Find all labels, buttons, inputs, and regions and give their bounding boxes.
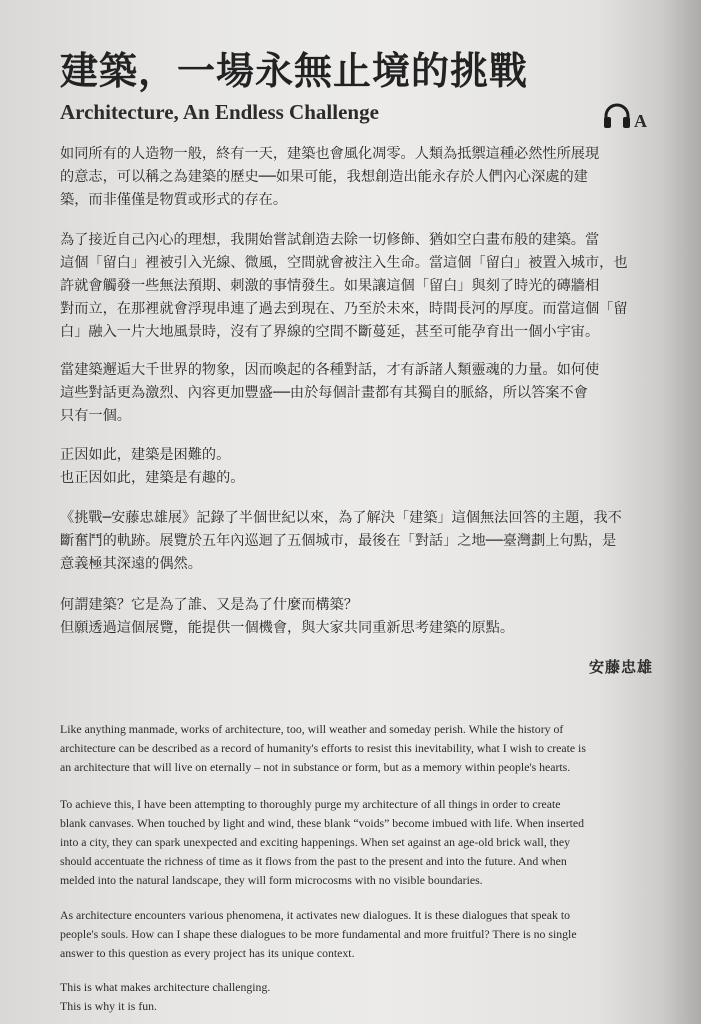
text-line: This is why it is fun. — [60, 999, 158, 1013]
text-line: 許就會觸發一些無法預期、刺激的事情發生。如果讓這個「留白」與刻了時光的磚牆相 — [60, 278, 600, 294]
text-line: 何謂建築？它是為了誰、又是為了什麼而構築？ — [60, 597, 358, 613]
text-line: should accentuate the richness of time as it flows from the past to the present and into the future. And when — [60, 854, 567, 868]
text-line: 的意志，可以稱之為建築的歷史──如果可能，我想創造出能永存於人們內心深處的建 — [60, 169, 588, 185]
headphones-icon — [602, 102, 632, 134]
text-line: 但願透過這個展覽，能提供一個機會，與大家共同重新思考建築的原點。 — [60, 620, 515, 636]
zh-paragraph-6 — [60, 594, 656, 640]
en-paragraph-1 — [60, 720, 660, 777]
text-line: people's souls. How can I shape these dialogues to be more fundamental and more fruitful? There is no single — [60, 927, 577, 941]
text-line: an architecture that will live on eternally – not in substance or form, but as a memory within people's hearts. — [60, 760, 571, 774]
text-line: 築，而非僅僅是物質或形式的存在。 — [60, 192, 288, 208]
text-line: 對而立，在那裡就會浮現串連了過去到現在、乃至於未來，時間長河的厚度。而當這個「留 — [60, 301, 628, 317]
text-line: As architecture encounters various phenomena, it activates new dialogues. It is these dialogues that speak to — [60, 908, 571, 922]
text-line: into a city, they can spark unexpected and exciting happenings. When set against an age-old brick wall, they — [60, 835, 571, 849]
title-chinese: 建築，一場永無止境的挑戰 — [60, 48, 529, 93]
text-line: 白」融入一片大地風景時，沒有了界線的空間不斷蔓延，甚至可能孕育出一個小宇宙。 — [60, 324, 600, 340]
text-line: 意義極其深遠的偶然。 — [60, 556, 202, 572]
text-line: Like anything manmade, works of architecture, too, will weather and someday perish. While the history of — [60, 722, 564, 736]
text-line: 為了接近自己內心的理想，我開始嘗試創造去除一切修飾、猶如空白畫布般的建築。當 — [60, 232, 600, 248]
text-line: This is what makes architecture challenging. — [60, 980, 271, 994]
text-line: 正因如此，建築是困難的。 — [60, 447, 231, 463]
audio-guide-badge — [602, 102, 647, 134]
zh-paragraph-1 — [60, 143, 656, 212]
zh-paragraph-4 — [60, 444, 656, 490]
text-line: 《挑戰─安藤忠雄展》記錄了半個世紀以來，為了解決「建築」這個無法回答的主題，我不 — [60, 510, 622, 526]
en-paragraph-3 — [60, 906, 660, 963]
text-line: To achieve this, I have been attempting to thoroughly purge my architecture of all things in order to create — [60, 797, 561, 811]
text-line: 如同所有的人造物一般，終有一天，建築也會風化凋零。人類為抵禦這種必然性所展現 — [60, 146, 600, 162]
text-line: architecture can be described as a record of humanity's efforts to resist this inevitability, what I wish to create is — [60, 741, 586, 755]
title-english: Architecture, An Endless Challenge — [60, 100, 379, 124]
zh-paragraph-2 — [60, 229, 656, 344]
text-line: blank canvases. When touched by light and wind, these blank “voids” become imbued with life. When inserted — [60, 816, 585, 830]
text-line: 也正因如此，建築是有趣的。 — [60, 470, 245, 486]
zh-paragraph-3 — [60, 359, 656, 428]
en-paragraph-4 — [60, 978, 660, 1016]
zh-paragraph-5 — [60, 507, 656, 576]
edge-shadow — [661, 0, 701, 1024]
text-line: melded into the natural landscape, they will form microcosms with no visible boundaries. — [60, 873, 483, 887]
audio-guide-letter: A — [634, 110, 647, 131]
text-line: 只有一個。 — [60, 408, 131, 424]
text-line: 當建築邂逅大千世界的物象，因而喚起的各種對話，才有訴諸人類靈魂的力量。如何使 — [60, 362, 600, 378]
text-line: answer to this question as every project has its unique context. — [60, 946, 355, 960]
author-signature: 安藤忠雄 — [588, 658, 653, 676]
text-line: 這個「留白」裡被引入光線、微風，空間就會被注入生命。當這個「留白」被置入城市，也 — [60, 255, 628, 271]
text-line: 這些對話更為激烈、內容更加豐盛──由於每個計畫都有其獨自的脈絡，所以答案不會 — [60, 385, 588, 401]
text-line: 斷奮鬥的軌跡。展覽於五年內巡迴了五個城市，最後在「對話」之地──臺灣劃上句點，是 — [60, 533, 617, 549]
en-paragraph-2 — [60, 795, 660, 890]
